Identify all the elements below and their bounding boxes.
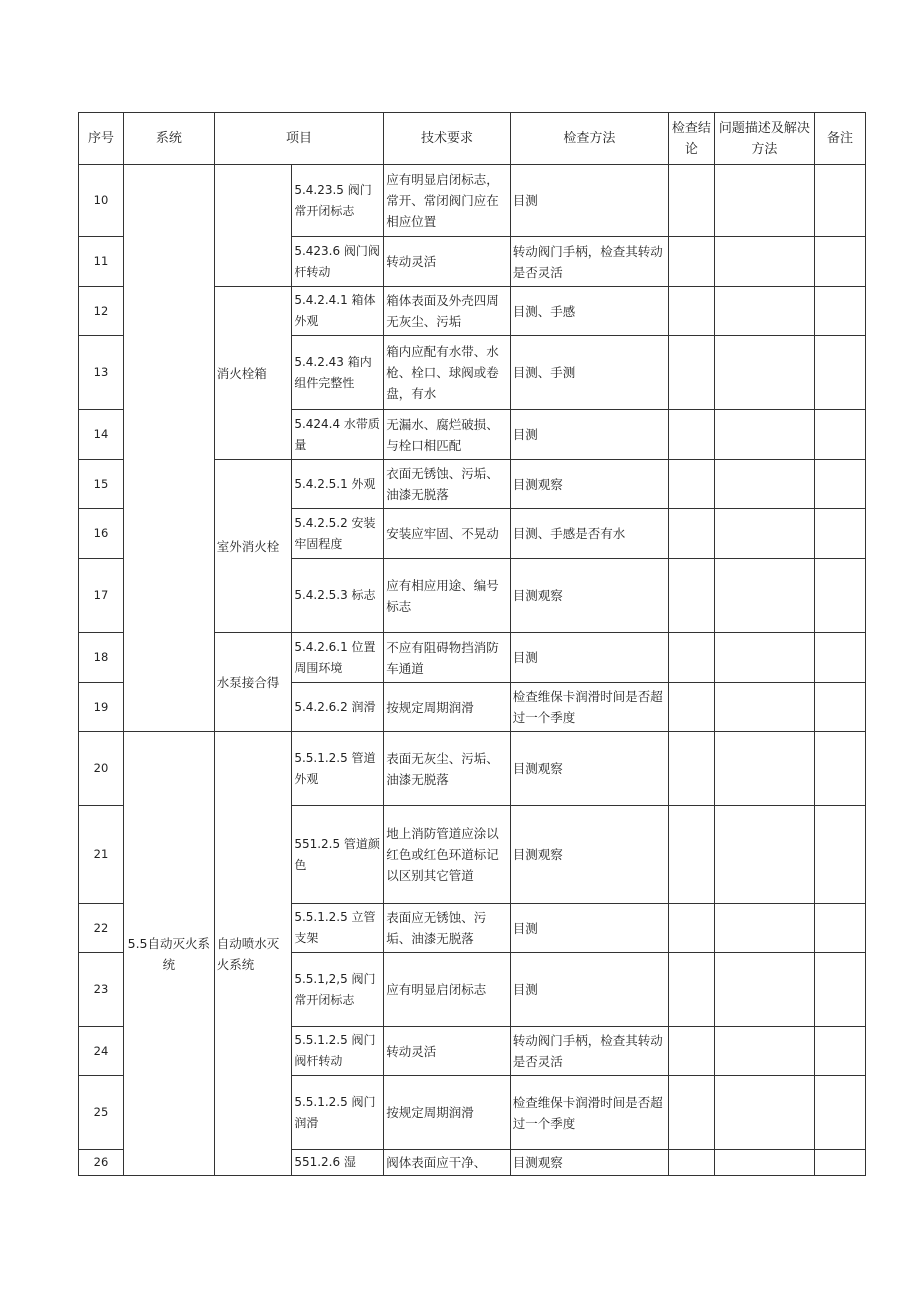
conclusion-cell[interactable]	[668, 683, 714, 732]
issue-cell[interactable]	[714, 559, 814, 633]
header-item: 项目	[214, 113, 383, 165]
row-number: 22	[79, 904, 124, 953]
method-cell: 目测	[510, 904, 668, 953]
requirement-cell: 箱内应配有水带、水枪、栓口、球阀或卷盘，有水	[384, 336, 511, 410]
header-method: 检查方法	[510, 113, 668, 165]
row-number: 26	[79, 1150, 124, 1176]
row-number: 25	[79, 1076, 124, 1150]
row-number: 20	[79, 732, 124, 806]
issue-cell[interactable]	[714, 1027, 814, 1076]
remark-cell[interactable]	[814, 509, 865, 559]
remark-cell[interactable]	[814, 460, 865, 509]
issue-cell[interactable]	[714, 953, 814, 1027]
remark-cell[interactable]	[814, 633, 865, 683]
header-remark: 备注	[814, 113, 865, 165]
row-number: 10	[79, 165, 124, 237]
method-cell: 目测观察	[510, 1150, 668, 1176]
header-requirement: 技术要求	[384, 113, 511, 165]
conclusion-cell[interactable]	[668, 1150, 714, 1176]
inspection-table	[78, 112, 866, 1176]
issue-cell[interactable]	[714, 460, 814, 509]
issue-cell[interactable]	[714, 904, 814, 953]
remark-cell[interactable]	[814, 287, 865, 336]
group-cell: 室外消火栓	[214, 460, 292, 633]
requirement-cell: 衣面无锈蚀、污垢、油漆无脱落	[384, 460, 511, 509]
group-cell-blank	[214, 165, 292, 287]
conclusion-cell[interactable]	[668, 953, 714, 1027]
header-no: 序号	[79, 113, 124, 165]
remark-cell[interactable]	[814, 1150, 865, 1176]
issue-cell[interactable]	[714, 1076, 814, 1150]
row-number: 19	[79, 683, 124, 732]
conclusion-cell[interactable]	[668, 336, 714, 410]
conclusion-cell[interactable]	[668, 165, 714, 237]
remark-cell[interactable]	[814, 1027, 865, 1076]
item-cell: 5.4.2.6.1 位置周围环境	[292, 633, 384, 683]
method-cell: 目测、手感	[510, 287, 668, 336]
row-number: 14	[79, 410, 124, 460]
conclusion-cell[interactable]	[668, 410, 714, 460]
method-cell: 目测、手感是否有水	[510, 509, 668, 559]
row-number: 15	[79, 460, 124, 509]
issue-cell[interactable]	[714, 165, 814, 237]
item-cell: 5.5.1.2.5 立管支架	[292, 904, 384, 953]
requirement-cell: 表面应无锈蚀、污垢、油漆无脱落	[384, 904, 511, 953]
method-cell: 检查维保卡润滑时间是否超过一个季度	[510, 1076, 668, 1150]
item-cell: 551.2.6 湿	[292, 1150, 384, 1176]
method-cell: 目测	[510, 953, 668, 1027]
remark-cell[interactable]	[814, 165, 865, 237]
requirement-cell: 无漏水、腐烂破损、与栓口相匹配	[384, 410, 511, 460]
remark-cell[interactable]	[814, 953, 865, 1027]
row-number: 21	[79, 806, 124, 904]
conclusion-cell[interactable]	[668, 460, 714, 509]
requirement-cell: 按规定周期润滑	[384, 1076, 511, 1150]
requirement-cell: 按规定周期润滑	[384, 683, 511, 732]
conclusion-cell[interactable]	[668, 237, 714, 287]
requirement-cell: 阀体表面应干净、	[384, 1150, 511, 1176]
table-row	[79, 165, 866, 237]
row-number: 18	[79, 633, 124, 683]
requirement-cell: 安装应牢固、不晃动	[384, 509, 511, 559]
header-system: 系统	[123, 113, 214, 165]
header-issue: 问题描述及解决方法	[714, 113, 814, 165]
issue-cell[interactable]	[714, 1150, 814, 1176]
item-cell: 5.4.23.5 阀门常开闭标志	[292, 165, 384, 237]
remark-cell[interactable]	[814, 683, 865, 732]
method-cell: 目测观察	[510, 559, 668, 633]
item-cell: 5.5.1,2,5 阀门常开闭标志	[292, 953, 384, 1027]
row-number: 13	[79, 336, 124, 410]
item-cell: 551.2.5 管道颜色	[292, 806, 384, 904]
issue-cell[interactable]	[714, 336, 814, 410]
remark-cell[interactable]	[814, 559, 865, 633]
item-cell: 5.423.6 阀门阀杆转动	[292, 237, 384, 287]
remark-cell[interactable]	[814, 336, 865, 410]
conclusion-cell[interactable]	[668, 732, 714, 806]
group-cell: 消火栓箱	[214, 287, 292, 460]
row-number: 16	[79, 509, 124, 559]
row-number: 12	[79, 287, 124, 336]
method-cell: 目测	[510, 633, 668, 683]
system-cell-blank	[123, 165, 214, 732]
group-cell: 水泵接合得	[214, 633, 292, 732]
system-cell: 5.5自动灭火系统	[123, 732, 214, 1176]
requirement-cell: 应有明显启闭标志，常开、常闭阀门应在相应位置	[384, 165, 511, 237]
method-cell: 目测观察	[510, 806, 668, 904]
method-cell: 目测观察	[510, 460, 668, 509]
method-cell: 目测	[510, 165, 668, 237]
row-number: 17	[79, 559, 124, 633]
row-number: 11	[79, 237, 124, 287]
remark-cell[interactable]	[814, 1076, 865, 1150]
issue-cell[interactable]	[714, 806, 814, 904]
issue-cell[interactable]	[714, 237, 814, 287]
conclusion-cell[interactable]	[668, 1027, 714, 1076]
requirement-cell: 应有明显启闭标志	[384, 953, 511, 1027]
row-number: 24	[79, 1027, 124, 1076]
table-row	[79, 732, 866, 806]
row-number: 23	[79, 953, 124, 1027]
requirement-cell: 表面无灰尘、污垢、油漆无脱落	[384, 732, 511, 806]
remark-cell[interactable]	[814, 732, 865, 806]
method-cell: 转动阀门手柄，检查其转动是否灵活	[510, 1027, 668, 1076]
conclusion-cell[interactable]	[668, 806, 714, 904]
method-cell: 转动阀门手柄，检查其转动是否灵活	[510, 237, 668, 287]
remark-cell[interactable]	[814, 237, 865, 287]
item-cell: 5.5.1.2.5 管道外观	[292, 732, 384, 806]
issue-cell[interactable]	[714, 287, 814, 336]
method-cell: 目测	[510, 410, 668, 460]
method-cell: 检查维保卡润滑时间是否超过一个季度	[510, 683, 668, 732]
requirement-cell: 转动灵活	[384, 1027, 511, 1076]
conclusion-cell[interactable]	[668, 509, 714, 559]
requirement-cell: 转动灵活	[384, 237, 511, 287]
item-cell: 5.4.2.43 箱内组件完整性	[292, 336, 384, 410]
conclusion-cell[interactable]	[668, 287, 714, 336]
item-cell: 5.5.1.2.5 阀门润滑	[292, 1076, 384, 1150]
item-cell: 5.4.2.6.2 润滑	[292, 683, 384, 732]
method-cell: 目测观察	[510, 732, 668, 806]
remark-cell[interactable]	[814, 904, 865, 953]
requirement-cell: 箱体表面及外壳四周无灰尘、污垢	[384, 287, 511, 336]
item-cell: 5.4.2.5.3 标志	[292, 559, 384, 633]
conclusion-cell[interactable]	[668, 1076, 714, 1150]
method-cell: 目测、手测	[510, 336, 668, 410]
item-cell: 5.4.2.5.2 安装牢固程度	[292, 509, 384, 559]
issue-cell[interactable]	[714, 732, 814, 806]
requirement-cell: 不应有阻碍物挡消防车通道	[384, 633, 511, 683]
issue-cell[interactable]	[714, 683, 814, 732]
issue-cell[interactable]	[714, 633, 814, 683]
requirement-cell: 地上消防管道应涂以红色或红色环道标记以区别其它管道	[384, 806, 511, 904]
conclusion-cell[interactable]	[668, 904, 714, 953]
remark-cell[interactable]	[814, 410, 865, 460]
remark-cell[interactable]	[814, 806, 865, 904]
item-cell: 5.4.2.5.1 外观	[292, 460, 384, 509]
conclusion-cell[interactable]	[668, 559, 714, 633]
item-cell: 5.5.1.2.5 阀门阀杆转动	[292, 1027, 384, 1076]
requirement-cell: 应有相应用途、编号标志	[384, 559, 511, 633]
item-cell: 5.4.2.4.1 箱体外观	[292, 287, 384, 336]
conclusion-cell[interactable]	[668, 633, 714, 683]
issue-cell[interactable]	[714, 509, 814, 559]
group-cell: 自动喷水灭火系统	[214, 732, 292, 1176]
item-cell: 5.424.4 水带质量	[292, 410, 384, 460]
header-conclusion: 检查结论	[668, 113, 714, 165]
issue-cell[interactable]	[714, 410, 814, 460]
